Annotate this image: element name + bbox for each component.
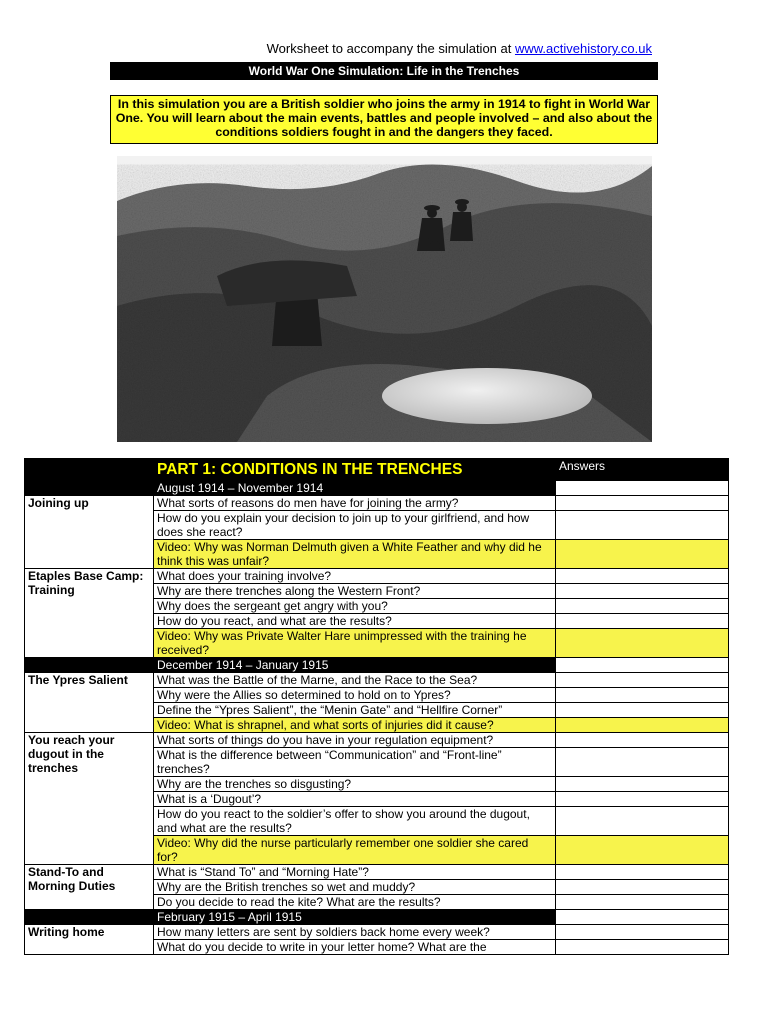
- questions-table: [24, 458, 728, 955]
- section-label: Writing home: [25, 925, 154, 955]
- answer-cell[interactable]: [556, 733, 729, 748]
- question-text: What do you decide to write in your letter home? What are the: [154, 940, 556, 955]
- question-text: How do you explain your decision to join up to your girlfriend, and how does she react?: [154, 511, 556, 540]
- period-label: December 1914 – January 1915: [154, 658, 556, 673]
- question-row: [25, 733, 729, 748]
- trench-photo: [117, 156, 652, 442]
- answer-cell[interactable]: [556, 688, 729, 703]
- question-row: [25, 673, 729, 688]
- answer-cell[interactable]: [556, 895, 729, 910]
- section-label: Etaples Base Camp: Training: [25, 569, 154, 658]
- header-text: Worksheet to accompany the simulation at: [266, 41, 515, 56]
- question-text: Why were the Allies so determined to hold on to Ypres?: [154, 688, 556, 703]
- worksheet-title: World War One Simulation: Life in the Trenches: [110, 62, 658, 80]
- answer-cell[interactable]: [556, 836, 729, 865]
- answer-cell[interactable]: [556, 584, 729, 599]
- answer-cell[interactable]: [556, 718, 729, 733]
- section-label: Stand-To and Morning Duties: [25, 865, 154, 910]
- question-text: Why does the sergeant get angry with you?: [154, 599, 556, 614]
- question-text: What is the difference between “Communication” and “Front-line” trenches?: [154, 748, 556, 777]
- period-row: [25, 658, 729, 673]
- question-text: What is “Stand To” and “Morning Hate”?: [154, 865, 556, 880]
- answer-cell[interactable]: [556, 777, 729, 792]
- worksheet-header: [0, 41, 652, 56]
- question-text: Why are there trenches along the Western Front?: [154, 584, 556, 599]
- answer-cell[interactable]: [556, 748, 729, 777]
- question-row: [25, 925, 729, 940]
- question-text: Define the “Ypres Salient”, the “Menin Gate” and “Hellfire Corner”: [154, 703, 556, 718]
- answer-cell[interactable]: [556, 658, 729, 673]
- answer-cell[interactable]: [556, 807, 729, 836]
- question-row: [25, 496, 729, 511]
- table-header-row: [25, 459, 729, 481]
- period-label: February 1915 – April 1915: [154, 910, 556, 925]
- part-title: PART 1: CONDITIONS IN THE TRENCHES: [154, 459, 556, 481]
- question-text: Do you decide to read the kite? What are the results?: [154, 895, 556, 910]
- question-text: How do you react to the soldier’s offer to show you around the dugout, and what are the results?: [154, 807, 556, 836]
- answer-cell[interactable]: [556, 910, 729, 925]
- period-row: [25, 481, 729, 496]
- answer-cell[interactable]: [556, 792, 729, 807]
- answer-cell[interactable]: [556, 703, 729, 718]
- period-label: August 1914 – November 1914: [154, 481, 556, 496]
- answer-cell[interactable]: [556, 569, 729, 584]
- answer-cell[interactable]: [556, 511, 729, 540]
- question-text: What sorts of things do you have in your regulation equipment?: [154, 733, 556, 748]
- answers-header: Answers: [556, 459, 729, 481]
- answer-cell[interactable]: [556, 599, 729, 614]
- question-text: Why are the trenches so disgusting?: [154, 777, 556, 792]
- answer-cell[interactable]: [556, 673, 729, 688]
- answer-cell[interactable]: [556, 940, 729, 955]
- answer-cell[interactable]: [556, 614, 729, 629]
- header-blank: [25, 459, 154, 481]
- question-text: How do you react, and what are the results?: [154, 614, 556, 629]
- period-blank: [25, 658, 154, 673]
- question-text: How many letters are sent by soldiers back home every week?: [154, 925, 556, 940]
- answer-cell[interactable]: [556, 540, 729, 569]
- question-row: [25, 569, 729, 584]
- video-question: Video: Why did the nurse particularly remember one soldier she cared for?: [154, 836, 556, 865]
- answer-cell[interactable]: [556, 496, 729, 511]
- answer-cell[interactable]: [556, 865, 729, 880]
- section-label: The Ypres Salient: [25, 673, 154, 733]
- answer-cell[interactable]: [556, 925, 729, 940]
- period-blank: [25, 910, 154, 925]
- section-label: You reach your dugout in the trenches: [25, 733, 154, 865]
- question-text: What was the Battle of the Marne, and the Race to the Sea?: [154, 673, 556, 688]
- question-text: What sorts of reasons do men have for joining the army?: [154, 496, 556, 511]
- question-row: [25, 865, 729, 880]
- question-text: What is a ‘Dugout’?: [154, 792, 556, 807]
- question-text: What does your training involve?: [154, 569, 556, 584]
- answer-cell[interactable]: [556, 481, 729, 496]
- video-question: Video: Why was Norman Delmuth given a White Feather and why did he think this was unfair?: [154, 540, 556, 569]
- question-text: Why are the British trenches so wet and muddy?: [154, 880, 556, 895]
- answer-cell[interactable]: [556, 880, 729, 895]
- period-row: [25, 910, 729, 925]
- video-question: Video: What is shrapnel, and what sorts of injuries did it cause?: [154, 718, 556, 733]
- activehistory-link[interactable]: www.activehistory.co.uk: [514, 41, 652, 56]
- answer-cell[interactable]: [556, 629, 729, 658]
- period-blank: [25, 481, 154, 496]
- video-question: Video: Why was Private Walter Hare unimpressed with the training he received?: [154, 629, 556, 658]
- section-label: Joining up: [25, 496, 154, 569]
- intro-box: In this simulation you are a British soldier who joins the army in 1914 to fight in World War One. You will learn about the main events, battles and people involved – and also about the conditions soldiers fought in and the dangers they faced.: [110, 95, 658, 144]
